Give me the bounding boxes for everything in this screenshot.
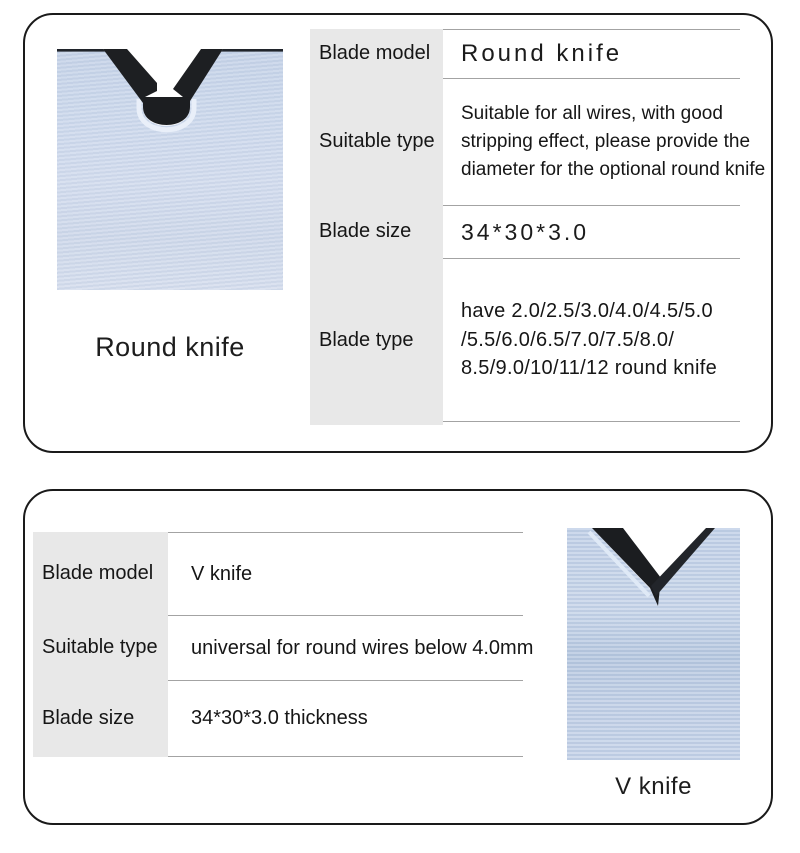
value-blade-size: 34*30*3.0 thickness	[168, 680, 523, 757]
round-knife-caption: Round knife	[95, 332, 245, 362]
v-knife-card	[23, 489, 773, 825]
round-knife-photo	[57, 49, 283, 290]
label-blade-model: Blade model	[42, 562, 154, 584]
value-suitable-type: Suitable for all wires, with good stripping effect, please provide the diameter for the optional round knife	[443, 78, 740, 205]
label-blade-size: Blade size	[42, 707, 135, 729]
value-blade-type: have 2.0/2.5/3.0/4.0/4.5/5.0 /5.5/6.0/6.5/7.0/7.5/8.0/ 8.5/9.0/10/11/12 round knife	[443, 258, 740, 422]
spec-label-column	[33, 532, 168, 757]
v-notch-graphic	[567, 528, 740, 760]
round-notch-graphic	[57, 49, 283, 290]
label-blade-type: Blade type	[319, 328, 414, 351]
spec-label-column	[310, 29, 443, 425]
label-suitable-type: Suitable type	[319, 130, 435, 152]
label-blade-size: Blade size	[319, 220, 412, 242]
label-blade-model: Blade model	[319, 42, 431, 64]
value-suitable-type: universal for round wires below 4.0mm	[168, 615, 523, 680]
v-knife-photo	[567, 528, 740, 760]
v-knife-caption: V knife	[615, 773, 692, 800]
round-knife-card	[23, 13, 773, 453]
spec-value-column	[443, 29, 766, 422]
value-blade-model: Round knife	[443, 29, 740, 78]
value-blade-size: 34*30*3.0	[443, 205, 740, 258]
label-suitable-type: Suitable type	[42, 636, 158, 658]
value-blade-model: V knife	[168, 532, 523, 615]
spec-value-column	[168, 532, 534, 757]
